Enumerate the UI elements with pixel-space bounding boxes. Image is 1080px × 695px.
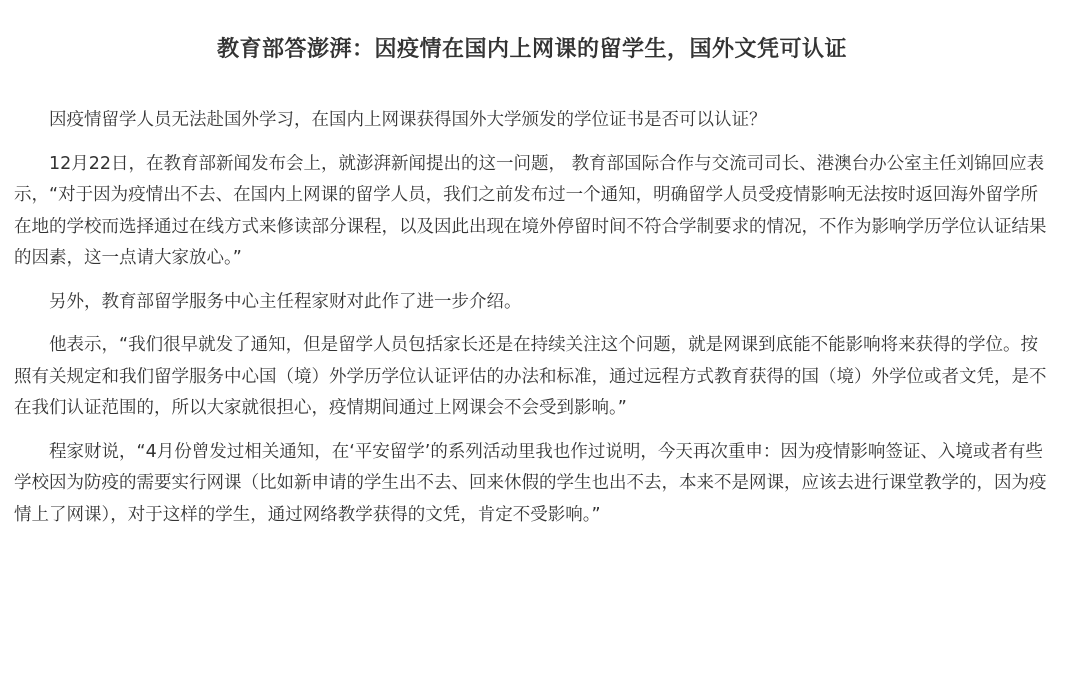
paragraph-statement: 他表示，“我们很早就发了通知，但是留学人员包括家长还是在持续关注这个问题，就是网课到底能不能影响将来获得的学位。按照有关规定和我们留学服务中心国（境）外学历学位认证评估的办法和标准，通过远程方式教育获得的国（境）外学位或者文凭，是不在我们认证范围的，所以大家就很担心，疫情期间通过上网课会不会受到影响。” (14, 335, 1047, 418)
paragraph-press-conference: 12月22日，在教育部新闻发布会上，就澎湃新闻提出的这一问题， 教育部国际合作与交流司司长、港澳台办公室主任刘锦回应表示，“对于因为疫情出不去、在国内上网课的留学人员，我们之前发布过一个通知，明确留学人员受疫情影响无法按时返回海外留学所在地的学校而选择通过在线方式来修读部分课程，以及因此出现在境外停留时间不符合学制要求的情况，不作为影响学历学位认证结果的因素，这一点请大家放心。” (14, 153, 1047, 268)
article-title: 教育部答澎湃：因疫情在国内上网课的留学生，国外文凭可认证 (216, 37, 847, 62)
paragraph-question: 因疫情留学人员无法赴国外学习，在国内上网课获得国外大学颁发的学位证书是否可以认证？ (49, 110, 767, 130)
paragraph-further-intro: 另外，教育部留学服务中心主任程家财对此作了进一步介绍。 (49, 291, 522, 312)
article-body (14, 105, 1050, 531)
paragraph-reaffirm: 程家财说，“4月份曾发过相关通知，在‘平安留学’的系列活动里我也作过说明，今天再次重申：因为疫情影响签证、入境或者有些学校因为防疫的需要实行网课（比如新申请的学生出不去、回来休假的学生也出不去，本来不是网课，应该去进行课堂教学的，因为疫情上了网课），对于这样的学生，通过网络教学获得的文凭，肯定不受影响。” (14, 441, 1047, 525)
